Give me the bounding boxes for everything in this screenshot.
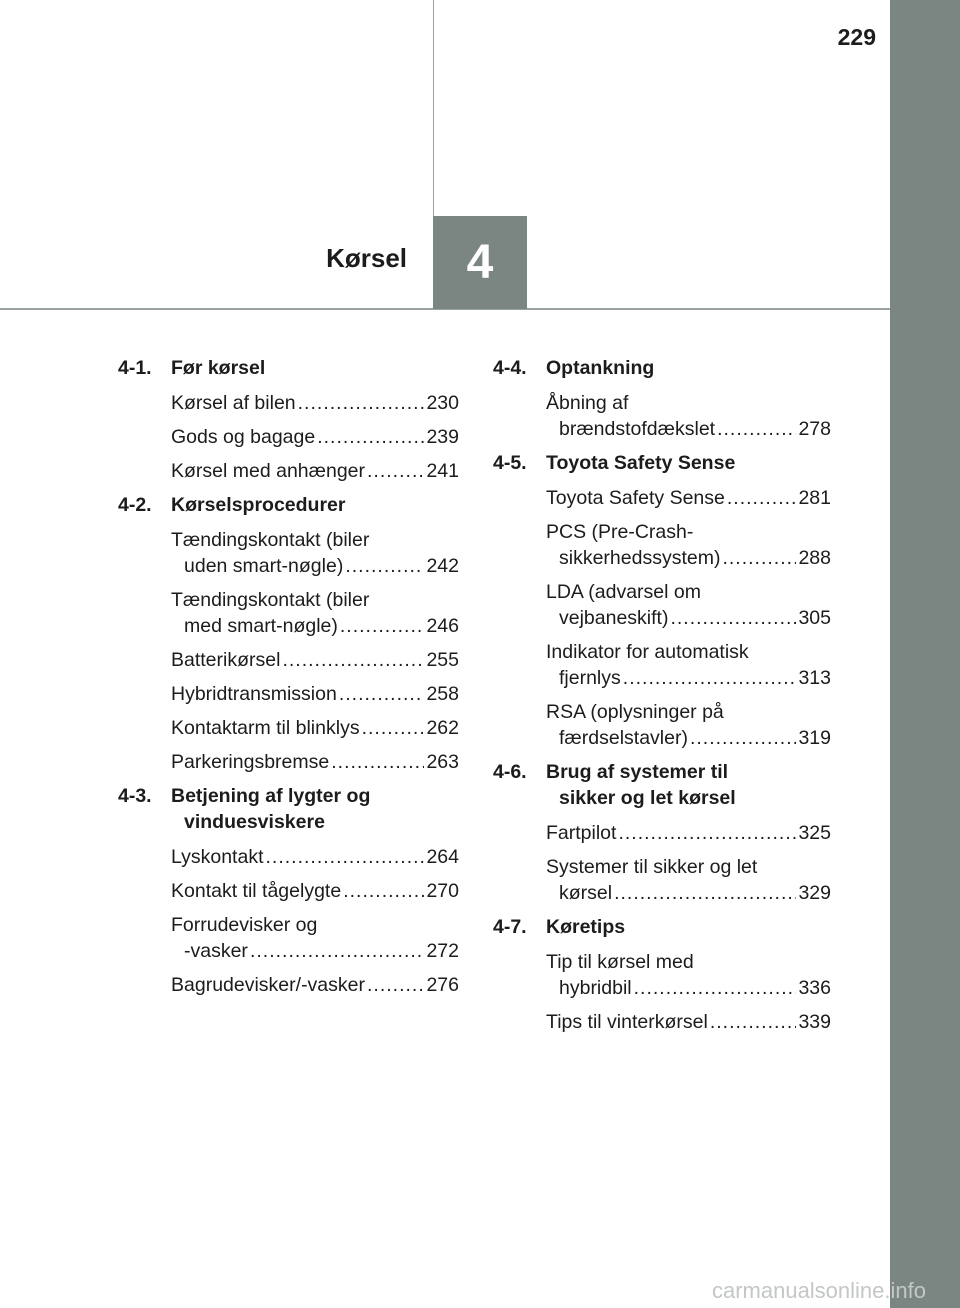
entry-page-number: 255 <box>426 649 459 671</box>
entry-text: -vasker <box>184 940 248 962</box>
toc-entry[interactable] <box>493 519 831 571</box>
toc-entry[interactable] <box>118 647 459 673</box>
dot-leader <box>367 458 424 484</box>
entry-text: Parkeringsbremse <box>171 751 330 773</box>
entry-text: hybridbil <box>559 977 632 999</box>
page-number: 229 <box>837 24 876 50</box>
entry-page-number: 242 <box>426 555 459 577</box>
dot-leader <box>317 424 424 450</box>
entry-page-number: 281 <box>798 487 831 509</box>
entry-text: uden smart-nøgle) <box>184 555 344 577</box>
entry-text: Kontaktarm til blinklys <box>171 717 360 739</box>
section-number: 4-4. <box>493 357 527 379</box>
toc-section-heading[interactable] <box>118 355 459 381</box>
section-number: 4-5. <box>493 452 527 474</box>
section-title-line: Brug af systemer til <box>546 761 729 783</box>
entry-last-line <box>171 715 459 741</box>
dot-leader <box>331 749 424 775</box>
toc-entry[interactable] <box>493 820 831 846</box>
entry-page-number: 239 <box>426 426 459 448</box>
entry-last-line <box>171 681 459 707</box>
dot-leader <box>250 938 425 964</box>
section-title-line: Kørselsprocedurer <box>171 494 346 516</box>
entry-last-line <box>171 878 459 904</box>
entry-text: Kørsel af bilen <box>171 392 296 414</box>
entry-text: PCS (Pre-Crash- <box>546 521 694 543</box>
section-number: 4-7. <box>493 916 527 938</box>
toc-entry[interactable] <box>118 390 459 416</box>
dot-leader <box>634 975 797 1001</box>
entry-last-line <box>171 390 459 416</box>
toc-section-heading[interactable] <box>493 914 831 940</box>
entry-page-number: 276 <box>426 974 459 996</box>
toc-entry[interactable] <box>493 699 831 751</box>
toc-entry[interactable] <box>493 390 831 442</box>
toc-entry[interactable] <box>493 485 831 511</box>
dot-leader <box>345 553 424 579</box>
toc-entry[interactable] <box>118 587 459 639</box>
section-title-line: Før kørsel <box>171 357 266 379</box>
entry-last-line <box>171 613 459 639</box>
chapter-number: 4 <box>433 216 527 309</box>
entry-text: Åbning af <box>546 392 629 414</box>
entry-last-line <box>171 938 459 964</box>
dot-leader <box>367 972 424 998</box>
dot-leader <box>722 545 796 571</box>
watermark: carmanualsonline.info <box>711 1278 926 1303</box>
toc-entry[interactable] <box>118 749 459 775</box>
entry-page-number: 262 <box>426 717 459 739</box>
section-number: 4-2. <box>118 494 152 516</box>
section-title <box>546 355 831 381</box>
entry-last-line <box>546 880 831 906</box>
dot-leader <box>282 647 424 673</box>
entry-last-line <box>546 485 831 511</box>
entry-page-number: 313 <box>798 667 831 689</box>
entry-page-number: 329 <box>798 882 831 904</box>
toc-entry[interactable] <box>118 912 459 964</box>
toc-section-heading[interactable] <box>118 783 459 835</box>
dot-leader <box>614 880 796 906</box>
toc-section-heading[interactable] <box>118 492 459 518</box>
entry-last-line <box>546 416 831 442</box>
entry-page-number: 241 <box>426 460 459 482</box>
section-title-line: Toyota Safety Sense <box>546 452 736 474</box>
toc-entry[interactable] <box>493 854 831 906</box>
dot-leader <box>710 1009 797 1035</box>
entry-last-line <box>546 1009 831 1035</box>
entry-last-line <box>171 972 459 998</box>
section-title <box>171 492 459 518</box>
entry-last-line <box>546 545 831 571</box>
section-title <box>171 355 459 381</box>
dot-leader <box>690 725 797 751</box>
entry-text: Forrudevisker og <box>171 914 318 936</box>
entry-page-number: 288 <box>798 547 831 569</box>
section-number: 4-1. <box>118 357 152 379</box>
entry-page-number: 336 <box>798 977 831 999</box>
entry-last-line <box>171 553 459 579</box>
entry-text: Hybridtransmission <box>171 683 337 705</box>
dot-leader <box>717 416 796 442</box>
entry-last-line <box>546 605 831 631</box>
toc-entry[interactable] <box>118 424 459 450</box>
entry-page-number: 270 <box>426 880 459 902</box>
toc-entry[interactable] <box>118 527 459 579</box>
entry-last-line <box>171 749 459 775</box>
entry-last-line <box>171 844 459 870</box>
dot-leader <box>266 844 425 870</box>
entry-last-line <box>171 424 459 450</box>
entry-text: fjernlys <box>559 667 621 689</box>
entry-text: RSA (oplysninger på <box>546 701 724 723</box>
toc-column-right <box>493 355 831 1043</box>
entry-page-number: 339 <box>798 1011 831 1033</box>
section-number: 4-6. <box>493 761 527 783</box>
section-title <box>171 783 459 835</box>
dot-leader <box>298 390 425 416</box>
entry-text: Tips til vinterkørsel <box>546 1011 708 1033</box>
dot-leader <box>623 665 797 691</box>
section-title <box>546 914 831 940</box>
entry-text: Tændingskontakt (biler <box>171 589 370 611</box>
toc-entry[interactable] <box>118 878 459 904</box>
dot-leader <box>343 878 424 904</box>
entry-text: Kontakt til tågelygte <box>171 880 342 902</box>
section-title-line: Betjening af lygter og <box>171 785 371 807</box>
dot-leader <box>670 605 796 631</box>
toc-entry[interactable] <box>493 639 831 691</box>
toc-entry[interactable] <box>493 1009 831 1035</box>
toc-entry[interactable] <box>118 458 459 484</box>
dot-leader <box>362 715 425 741</box>
entry-last-line <box>546 665 831 691</box>
entry-text: Indikator for automatisk <box>546 641 749 663</box>
dot-leader <box>727 485 797 511</box>
toc-entry[interactable] <box>118 972 459 998</box>
entry-page-number: 305 <box>798 607 831 629</box>
toc-entry[interactable] <box>118 681 459 707</box>
section-title-line: sikker og let kørsel <box>559 787 736 809</box>
entry-page-number: 319 <box>798 727 831 749</box>
entry-text: Tip til kørsel med <box>546 951 694 973</box>
toc-entry[interactable] <box>493 579 831 631</box>
entry-text: Tændingskontakt (biler <box>171 529 370 551</box>
entry-text: brændstofdækslet <box>559 418 716 440</box>
entry-text: LDA (advarsel om <box>546 581 701 603</box>
dot-leader <box>339 681 425 707</box>
dot-leader <box>618 820 796 846</box>
entry-text: Kørsel med anhænger <box>171 460 366 482</box>
toc-section-heading[interactable] <box>493 355 831 381</box>
entry-text: Bagrudevisker/-vasker <box>171 974 365 996</box>
chapter-title: Kørsel <box>326 243 407 273</box>
entry-page-number: 272 <box>426 940 459 962</box>
section-title-line: Køretips <box>546 916 626 938</box>
vertical-divider <box>433 0 434 216</box>
section-title-line: vinduesviskere <box>184 811 325 833</box>
toc-entry[interactable] <box>493 949 831 1001</box>
entry-text: Lyskontakt <box>171 846 264 868</box>
entry-text: vejbaneskift) <box>559 607 669 629</box>
toc-column-left <box>118 355 459 1006</box>
entry-text: Toyota Safety Sense <box>546 487 725 509</box>
entry-page-number: 278 <box>798 418 831 440</box>
toc-entry[interactable] <box>118 844 459 870</box>
entry-text: Gods og bagage <box>171 426 316 448</box>
section-title-line: Optankning <box>546 357 655 379</box>
toc-section-heading[interactable] <box>493 759 831 811</box>
entry-page-number: 263 <box>426 751 459 773</box>
entry-text: Fartpilot <box>546 822 617 844</box>
section-title <box>546 759 831 811</box>
entry-page-number: 258 <box>426 683 459 705</box>
entry-page-number: 230 <box>426 392 459 414</box>
section-title <box>546 450 831 476</box>
entry-text: færdselstavler) <box>559 727 688 749</box>
entry-last-line <box>171 458 459 484</box>
entry-text: Batterikørsel <box>171 649 281 671</box>
toc-section-heading[interactable] <box>493 450 831 476</box>
entry-text: med smart-nøgle) <box>184 615 338 637</box>
entry-text: Systemer til sikker og let <box>546 856 758 878</box>
entry-text: kørsel <box>559 882 613 904</box>
entry-page-number: 325 <box>798 822 831 844</box>
entry-text: sikkerhedssystem) <box>559 547 721 569</box>
dot-leader <box>340 613 425 639</box>
entry-page-number: 264 <box>426 846 459 868</box>
entry-last-line <box>546 725 831 751</box>
toc-entry[interactable] <box>118 715 459 741</box>
entry-last-line <box>546 975 831 1001</box>
chapter-side-tab <box>890 0 960 1308</box>
section-number: 4-3. <box>118 785 152 807</box>
entry-last-line <box>546 820 831 846</box>
entry-page-number: 246 <box>426 615 459 637</box>
entry-last-line <box>171 647 459 673</box>
